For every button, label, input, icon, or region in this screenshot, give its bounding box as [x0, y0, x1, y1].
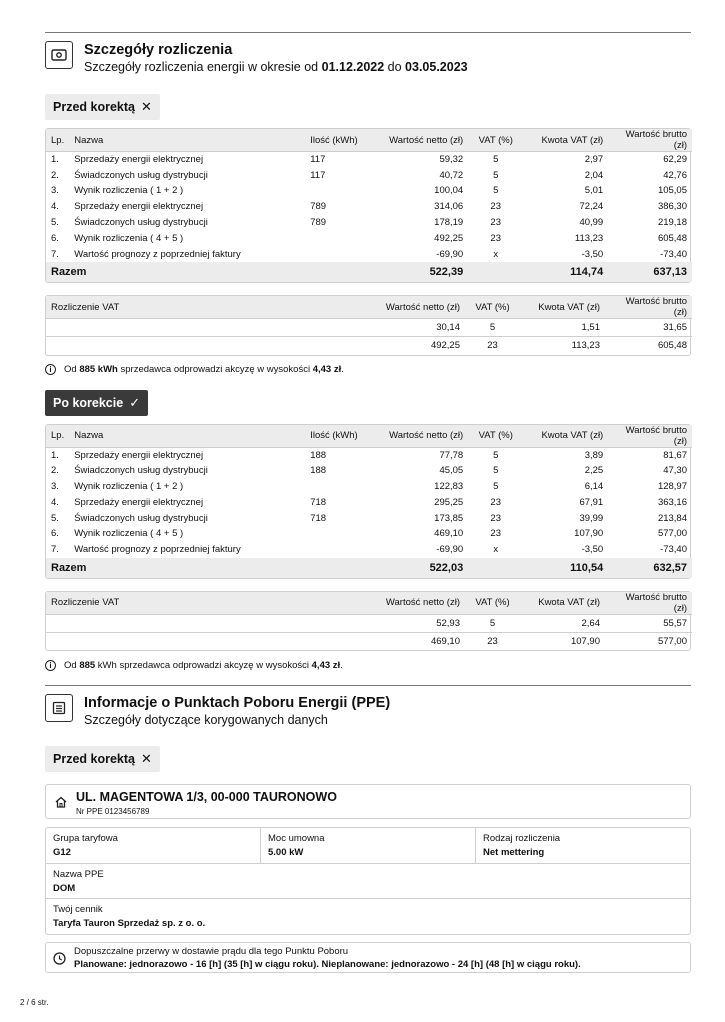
vat-row: 469,10 23 107,90 577,00	[46, 632, 692, 650]
table-row: 2. Świadczonych usług dystrybucji 117 40,72 5 2,04 42,76	[51, 169, 687, 181]
after-correction-chip[interactable]: Po korekcie ✓	[45, 390, 148, 416]
ppe-address: UL. MAGENTOWA 1/3, 00-000 TAURONOWO	[76, 790, 337, 805]
table-row: 3. Wynik rozliczenia ( 1 + 2 ) 122,83 5 6,14 128,97	[51, 481, 687, 493]
power-breaks-box	[45, 942, 691, 973]
info-icon: i	[45, 660, 56, 671]
table-row: 1. Sprzedaży energii elektrycznej 188 77,78 5 3,89 81,67	[51, 449, 687, 461]
table-row: 6. Wynik rozliczenia ( 4 + 5 ) 469,10 23 107,90 577,00	[51, 528, 687, 540]
table-row: 7. Wartość prognozy z poprzedniej faktury -69,90 x -3,50 -73,40	[51, 544, 687, 556]
after-vat-table: Rozliczenie VAT Wartość netto (zł) VAT (%) Kwota VAT (zł) Wartość brutto (zł) 52,93 5 2,64 55,57 469,10 23 107,90 577,00	[45, 591, 691, 652]
billing-subtitle: Szczegóły rozliczenia energii w okresie od 01.12.2022 do 03.05.2023	[84, 60, 468, 74]
table-row: 2. Świadczonych usług dystrybucji 188 45,05 5 2,25 47,30	[51, 465, 687, 477]
ppe-address-box	[45, 784, 691, 819]
ppe-before-correction-chip[interactable]: Przed korektą ✕	[45, 746, 160, 772]
ppe-pricelist: Twój cennik Taryfa Tauron Sprzedaż sp. z o. o.	[53, 904, 206, 930]
ppe-title: Informacje o Punktach Poboru Energii (PPE)	[84, 695, 391, 712]
page-number: 2 / 6 str.	[20, 998, 49, 1007]
total-row: Razem 522,39 114,74 637,13	[46, 262, 692, 282]
contracted-power: Moc umowna 5.00 kW	[261, 828, 476, 863]
ppe-number: Nr PPE 0123456789	[76, 807, 150, 817]
check-icon: ✓	[129, 394, 141, 410]
after-excise-note: i Od 885 kWh sprzedawca odprowadzi akcyzę w wysokości 4,43 zł.	[45, 657, 691, 673]
settlement-type: Rodzaj rozliczenia Net mettering	[483, 833, 561, 859]
table-row: 1. Sprzedaży energii elektrycznej 117 59,32 5 2,97 62,29	[51, 154, 687, 166]
section-rule	[45, 685, 691, 686]
tariff-group: Grupa taryfowa G12	[46, 828, 261, 863]
table-row: 5. Świadczonych usług dystrybucji 718 173,85 23 39,99 213,84	[51, 512, 687, 524]
before-vat-table: Rozliczenie VAT Wartość netto (zł) VAT (%) Kwota VAT (zł) Wartość brutto (zł) 30,14 5 1,51 31,65 492,25 23 113,23 605,48	[45, 295, 691, 356]
table-row: 3. Wynik rozliczenia ( 1 + 2 ) 100,04 5 5,01 105,05	[51, 185, 687, 197]
ppe-subtitle: Szczegóły dotyczące korygowanych danych	[84, 713, 328, 728]
before-correction-chip[interactable]: Przed korektą ✕	[45, 94, 160, 120]
info-icon: i	[45, 364, 56, 375]
billing-header	[45, 41, 691, 87]
close-icon: ✕	[140, 99, 152, 114]
close-icon: ✕	[140, 751, 152, 767]
total-row: Razem 522,03 110,54 632,57	[46, 558, 692, 578]
breaks-title: Dopuszczalne przerwy w dostawie prądu dla tego Punktu Poboru	[74, 946, 349, 958]
ppe-details-box	[45, 827, 691, 935]
vat-row: 52,93 5 2,64 55,57	[46, 614, 692, 632]
vat-row: 30,14 5 1,51 31,65	[46, 319, 692, 337]
home-icon	[54, 795, 68, 814]
top-rule	[45, 32, 691, 33]
document-list-icon	[45, 694, 73, 722]
before-table: Lp. Nazwa Ilość (kWh) Wartość netto (zł) VAT (%) Kwota VAT (zł) Wartość brutto (zł) 1. Sprzedaży energii elektrycznej 117 59,32 5 2,97 62,29 2. Świadczonych usług dystrybucji 117 40,72 5 2,04 42,76 3. Wynik rozliczenia ( 1 + 2 ) 100,04 5 5,01 105,05 4. Sprzedaży energii elektrycznej 789 314,06 23 72,24 386,30 5. Świadczonych usług dystrybucji 789 178,19 23 40,99 219,18 6. Wynik rozliczenia ( 4 + 5 ) 492,25 23 113,23 605,48 7. Wartość prognozy z poprzedniej faktury -69,90 x -3,50 -73,40 Razem 522,39 114,74 637,13	[45, 128, 691, 283]
breaks-value: Planowane: jednorazowo - 16 [h] (35 [h] w ciągu roku). Nieplanowane: jednorazowo - 24 [h] (48 [h] w ciągu roku).	[74, 959, 581, 971]
table-row: 4. Sprzedaży energii elektrycznej 789 314,06 23 72,24 386,30	[51, 201, 687, 213]
table-row: 4. Sprzedaży energii elektrycznej 718 295,25 23 67,91 363,16	[51, 496, 687, 508]
table-row: 7. Wartość prognozy z poprzedniej faktury -69,90 x -3,50 -73,40	[51, 248, 687, 260]
clock-icon	[53, 952, 66, 968]
before-excise-note: i Od 885 kWh sprzedawca odprowadzi akcyzę w wysokości 4,43 zł.	[45, 362, 691, 378]
money-icon	[45, 41, 73, 69]
after-table: Lp. Nazwa Ilość (kWh) Wartość netto (zł) VAT (%) Kwota VAT (zł) Wartość brutto (zł) 1. Sprzedaży energii elektrycznej 188 77,78 5 3,89 81,67 2. Świadczonych usług dystrybucji 188 45,05 5 2,25 47,30 3. Wynik rozliczenia ( 1 + 2 ) 122,83 5 6,14 128,97 4. Sprzedaży energii elektrycznej 718 295,25 23 67,91 363,16 5. Świadczonych usług dystrybucji 718 173,85 23 39,99 213,84 6. Wynik rozliczenia ( 4 + 5 ) 469,10 23 107,90 577,00 7. Wartość prognozy z poprzedniej faktury -69,90 x -3,50 -73,40 Razem 522,03 110,54 632,57	[45, 424, 691, 579]
table-row: 6. Wynik rozliczenia ( 4 + 5 ) 492,25 23 113,23 605,48	[51, 232, 687, 244]
table-row: 5. Świadczonych usług dystrybucji 789 178,19 23 40,99 219,18	[51, 217, 687, 229]
ppe-header	[45, 694, 691, 740]
billing-title: Szczegóły rozliczenia	[84, 42, 233, 58]
ppe-name: Nazwa PPE DOM	[46, 864, 690, 899]
vat-row: 492,25 23 113,23 605,48	[46, 337, 692, 355]
